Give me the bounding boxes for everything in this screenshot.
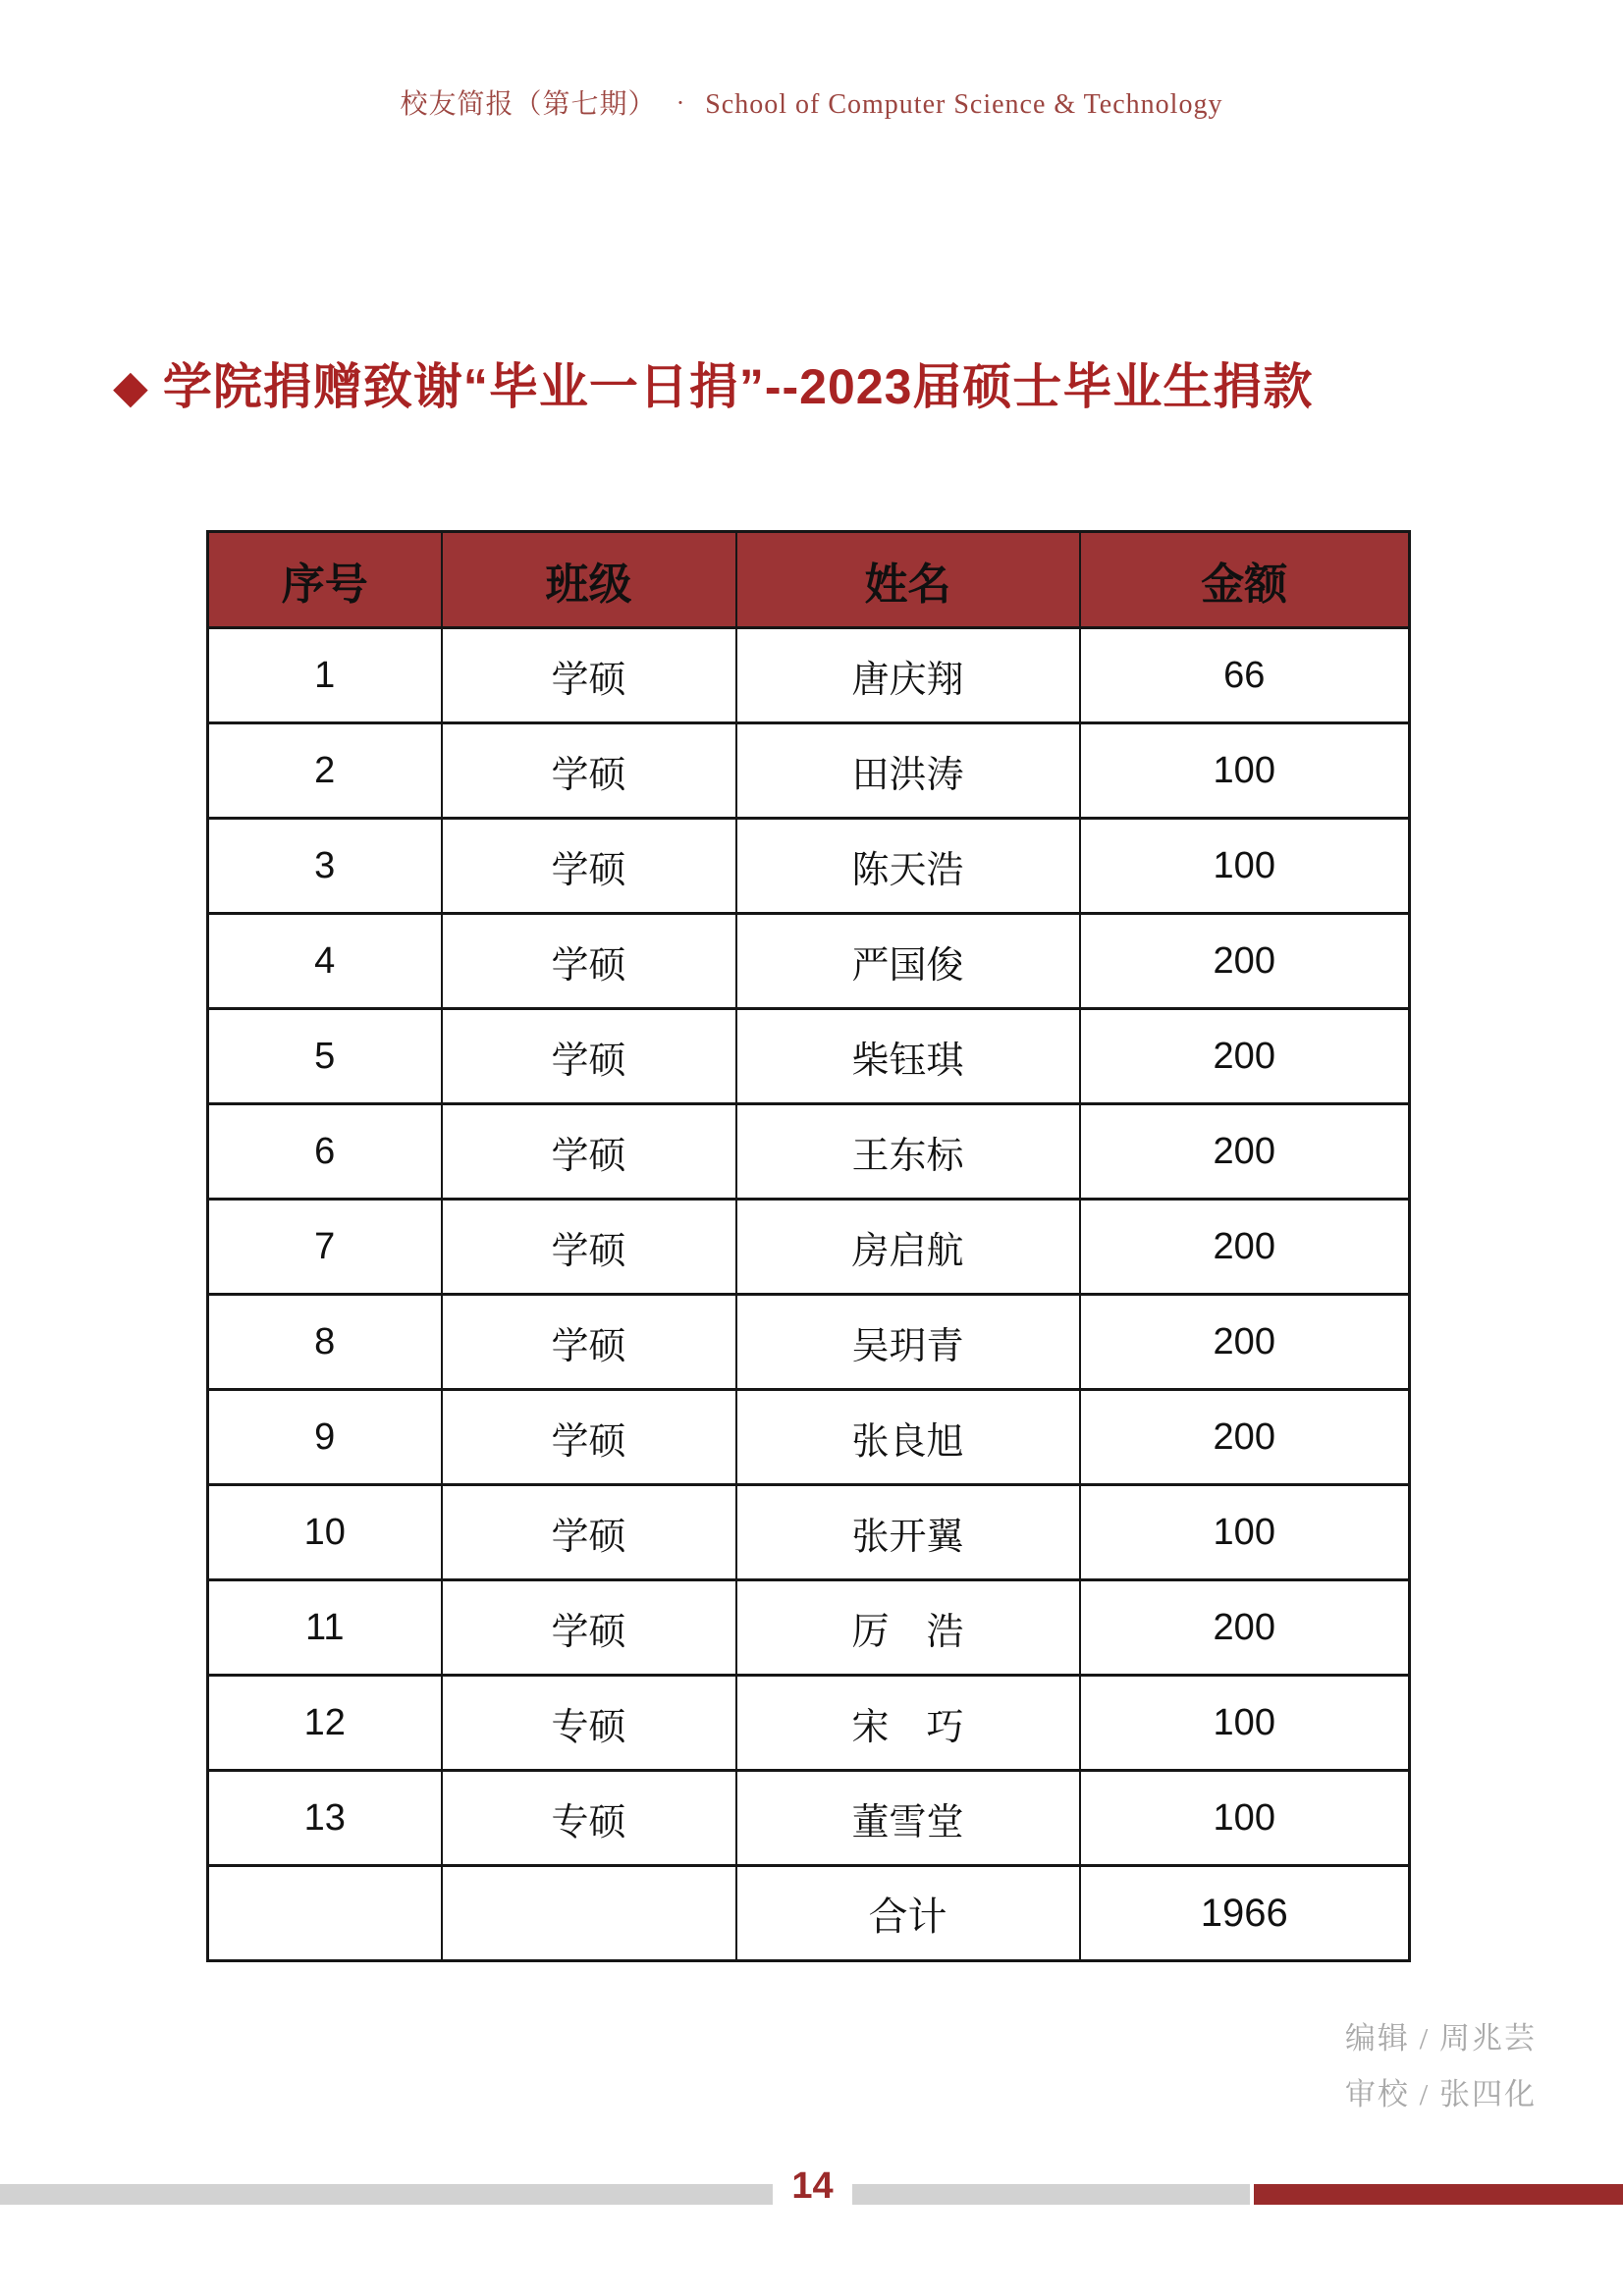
no-cell: 12	[208, 1676, 442, 1771]
column-header-no: 序号	[208, 532, 442, 628]
class-cell: 学硕	[442, 914, 736, 1009]
no-cell: 7	[208, 1200, 442, 1295]
amount-cell: 200	[1080, 1390, 1410, 1485]
amount-cell: 200	[1080, 1104, 1410, 1200]
no-cell: 8	[208, 1295, 442, 1390]
running-header-chinese: 校友简报（第七期）	[400, 89, 657, 120]
name-cell: 田洪涛	[736, 723, 1080, 819]
amount-cell: 200	[1080, 914, 1410, 1009]
column-header-name: 姓名	[736, 532, 1080, 628]
amount-cell: 100	[1080, 1676, 1410, 1771]
table-total-row	[208, 1866, 1410, 1961]
table-row	[208, 1485, 1410, 1580]
table-row	[208, 1009, 1410, 1104]
dot-separator: ·	[676, 88, 686, 117]
running-header-english: School of Computer Science & Technology	[705, 89, 1223, 120]
class-cell: 学硕	[442, 1485, 736, 1580]
reviewer-credit: 审校 / 张四化	[1344, 2077, 1537, 2111]
amount-cell: 100	[1080, 1485, 1410, 1580]
name-cell: 王东标	[736, 1104, 1080, 1200]
diamond-bullet-icon: ◆	[114, 362, 147, 411]
class-cell: 学硕	[442, 723, 736, 819]
class-cell: 学硕	[442, 1295, 736, 1390]
no-cell: 9	[208, 1390, 442, 1485]
no-cell: 1	[208, 628, 442, 723]
no-cell: 2	[208, 723, 442, 819]
class-cell: 学硕	[442, 1104, 736, 1200]
name-cell: 柴钰琪	[736, 1009, 1080, 1104]
class-cell: 学硕	[442, 1390, 736, 1485]
table-row	[208, 1771, 1410, 1866]
page-number: 14	[773, 2165, 852, 2207]
name-cell: 唐庆翔	[736, 628, 1080, 723]
amount-cell: 100	[1080, 723, 1410, 819]
class-cell: 学硕	[442, 1009, 736, 1104]
total-amount-cell: 1966	[1080, 1866, 1410, 1961]
amount-cell: 100	[1080, 819, 1410, 914]
table-row	[208, 1580, 1410, 1676]
footer-red-bar	[1254, 2184, 1623, 2205]
name-cell: 厉 浩	[736, 1580, 1080, 1676]
amount-cell: 200	[1080, 1580, 1410, 1676]
donation-table	[206, 530, 1411, 1962]
column-header-amount: 金额	[1080, 532, 1410, 628]
no-cell: 4	[208, 914, 442, 1009]
footer-gray-bar-left	[0, 2184, 773, 2205]
table-row	[208, 1295, 1410, 1390]
table-row	[208, 1104, 1410, 1200]
no-cell: 3	[208, 819, 442, 914]
credits-block	[1345, 2010, 1537, 2122]
table-row	[208, 1676, 1410, 1771]
amount-cell: 66	[1080, 628, 1410, 723]
empty-cell	[442, 1866, 736, 1961]
running-header	[0, 82, 1623, 122]
no-cell: 11	[208, 1580, 442, 1676]
class-cell: 学硕	[442, 628, 736, 723]
name-cell: 董雪堂	[736, 1771, 1080, 1866]
column-header-class: 班级	[442, 532, 736, 628]
total-label-cell: 合计	[736, 1866, 1080, 1961]
name-cell: 严国俊	[736, 914, 1080, 1009]
table-row	[208, 628, 1410, 723]
name-cell: 宋 巧	[736, 1676, 1080, 1771]
name-cell: 吴玥青	[736, 1295, 1080, 1390]
name-cell: 张开翼	[736, 1485, 1080, 1580]
name-cell: 房启航	[736, 1200, 1080, 1295]
table-row	[208, 723, 1410, 819]
amount-cell: 200	[1080, 1009, 1410, 1104]
editor-credit: 编辑 / 周兆芸	[1344, 2021, 1537, 2056]
no-cell: 13	[208, 1771, 442, 1866]
amount-cell: 200	[1080, 1295, 1410, 1390]
article-title-text: 学院捐赠致谢“毕业一日捐”--2023届硕士毕业生捐款	[162, 359, 1314, 414]
empty-cell	[208, 1866, 442, 1961]
no-cell: 10	[208, 1485, 442, 1580]
table-row	[208, 1390, 1410, 1485]
table-header-row	[208, 532, 1410, 628]
table-row	[208, 914, 1410, 1009]
class-cell: 专硕	[442, 1771, 736, 1866]
name-cell: 张良旭	[736, 1390, 1080, 1485]
footer-gray-bar-right	[852, 2184, 1250, 2205]
table-row	[208, 1200, 1410, 1295]
amount-cell: 200	[1080, 1200, 1410, 1295]
class-cell: 学硕	[442, 1580, 736, 1676]
class-cell: 学硕	[442, 1200, 736, 1295]
amount-cell: 100	[1080, 1771, 1410, 1866]
class-cell: 专硕	[442, 1676, 736, 1771]
table-body	[208, 628, 1410, 1866]
class-cell: 学硕	[442, 819, 736, 914]
name-cell: 陈天浩	[736, 819, 1080, 914]
no-cell: 6	[208, 1104, 442, 1200]
table-row	[208, 819, 1410, 914]
article-title	[114, 359, 1544, 416]
no-cell: 5	[208, 1009, 442, 1104]
